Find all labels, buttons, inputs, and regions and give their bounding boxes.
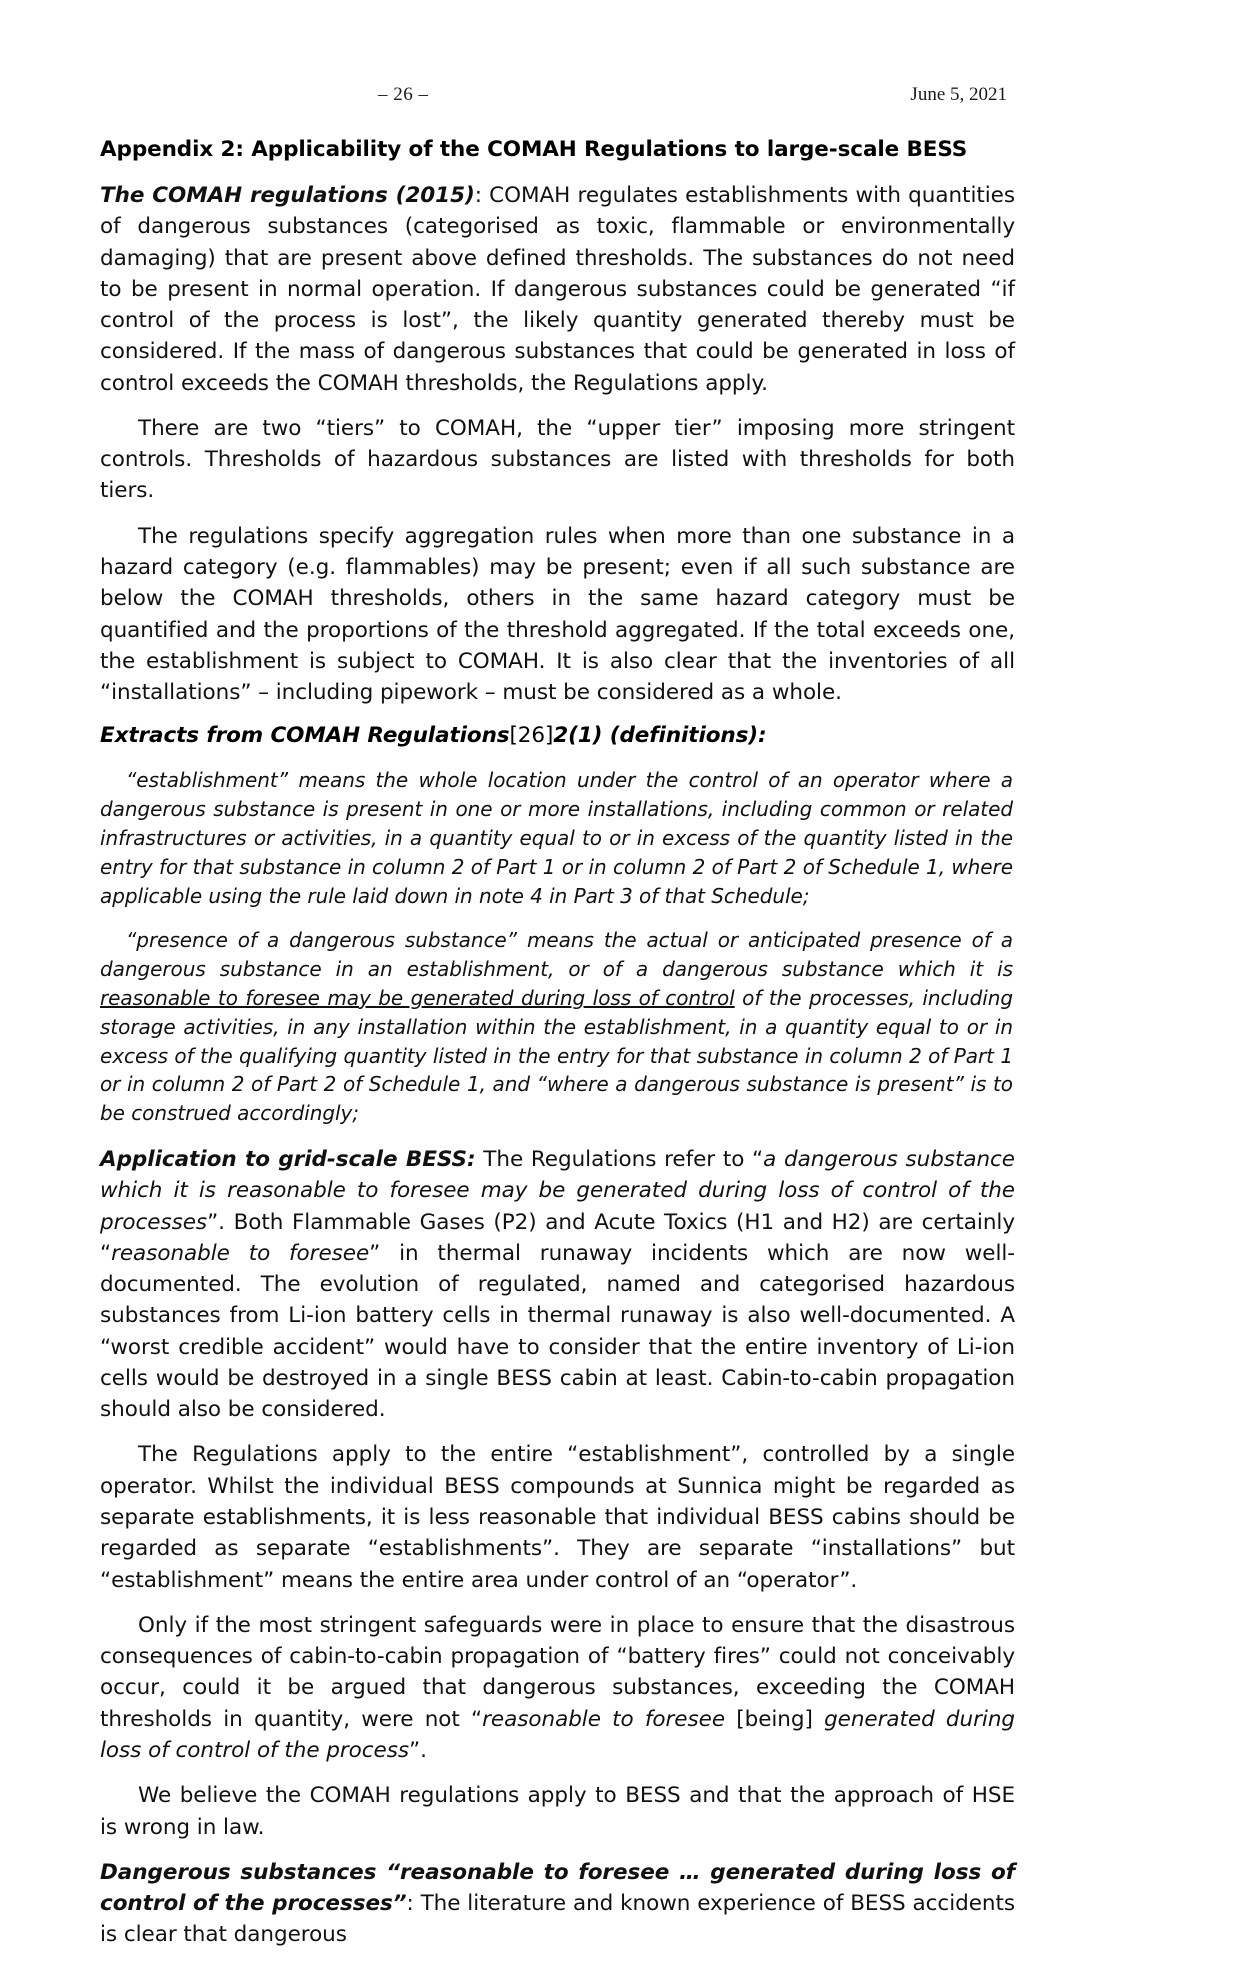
safeguards-quoted-2: generated during loss of control of the process: [100, 1706, 1015, 1763]
application-bess-quoted-2: reasonable to foresee: [111, 1240, 370, 1266]
lead-in-comah-regulations: The COMAH regulations (2015): [100, 182, 475, 208]
quote-presence-after: of the processes, including storage activities, in any installation within the establishment, in a quantity equal to or in excess of the qualifying quantity listed in the entry for that substance in column 2 of Part 1 or in column 2 of Part 2 of Schedule 1, and “where a dangerous substance is present” is to be construed accordingly;: [100, 985, 1013, 1126]
extracts-heading-part1: Extracts from COMAH Regulations: [100, 723, 510, 749]
safeguards-text-1: Only if the most stringent safeguards were in place to ensure that the disastrous consequences of cabin-to-cabin propagation of “battery fires” could not conceivably occur, could it be argued that dangerous substances, exceeding the COMAH thresholds in quantity, were not “: [100, 1612, 1015, 1732]
paragraph-comah-regulations-body: : COMAH regulates establishments with quantities of dangerous substances (categorised as toxic, flammable or environmentally damaging) that are present above defined thresholds. The substances do not need to be present in normal operation. If dangerous substances could be generated “if control of the process is lost”, the likely quantity generated thereby must be considered. If the mass of dangerous substances that could be generated in loss of control exceeds the COMAH thresholds, the Regulations apply.: [100, 182, 1015, 396]
dangerous-substances-body: : The literature and known experience of BESS accidents is clear that dangerous: [100, 1891, 1016, 1948]
appendix-heading: Appendix 2: Applicability of the COMAH Regulations to large-scale BESS: [100, 137, 968, 162]
paragraph-belief: We believe the COMAH regulations apply to BESS and that the approach of HSE is wrong in law.: [100, 1783, 1015, 1840]
extracts-heading-part2: 2(1) (definitions):: [553, 723, 767, 749]
paragraph-dangerous-substances: [100, 1857, 1015, 1951]
paragraph-establishment: The Regulations apply to the entire “establishment”, controlled by a single operator. Whilst the individual BESS compounds at Sunnica might be regarded as separate establishments, it is less reasonable that individual BESS cabins should be regarded as separate “establishments”. They are separate “installations” but “establishment” means the entire area under control of an “operator”.: [100, 1442, 1015, 1593]
document-date: June 5, 2021: [910, 84, 1007, 105]
paragraph-comah-regulations: [100, 180, 1015, 399]
quote-presence: [100, 926, 1015, 1128]
quote-presence-underlined: reasonable to foresee may be generated during loss of control: [100, 985, 735, 1010]
safeguards-bracket: [being]: [725, 1706, 825, 1732]
paragraph-tiers: There are two “tiers” to COMAH, the “upper tier” imposing more stringent controls. Thresholds of hazardous substances are listed with thresholds for both tiers.: [100, 415, 1015, 504]
lead-in-application-bess: Application to grid-scale BESS:: [100, 1146, 476, 1172]
paragraph-safeguards: [100, 1610, 1015, 1766]
safeguards-quoted-1: reasonable to foresee: [482, 1706, 725, 1732]
extracts-heading-reference: [26]: [509, 723, 554, 749]
page-number: – 26 –: [378, 84, 429, 105]
running-head: [100, 84, 1015, 136]
paragraph-application-bess: [100, 1144, 1015, 1426]
extracts-heading: [100, 722, 1015, 750]
quote-establishment: “establishment” means the whole location under the control of an operator where a dangerous substance is present in one or more installations, including common or related infrastructures or activities, in a quantity equal to or in excess of the quantity listed in the entry for that substance in column 2 of Part 1 or in column 2 of Part 2 of Schedule 1, where applicable using the rule laid down in note 4 in Part 3 of that Schedule;: [100, 768, 1013, 908]
application-bess-text-1: The Regulations refer to “: [475, 1146, 764, 1172]
page-content: [100, 0, 1015, 1965]
application-bess-text-2: ”. Both Flammable Gases (P2) and Acute Toxics (H1 and H2) are certainly “: [100, 1209, 1015, 1266]
application-bess-text-3: ” in thermal runaway incidents which are now well-documented. The evolution of regulated, named and categorised hazardous substances from Li-ion battery cells in thermal runaway is also well-documented. A “worst credible accident” would have to consider that the entire inventory of Li-ion cells would be destroyed in a single BESS cabin at least. Cabin-to-cabin propagation should also be considered.: [100, 1240, 1016, 1423]
paragraph-aggregation: The regulations specify aggregation rules when more than one substance in a hazard category (e.g. flammables) may be present; even if all such substance are below the COMAH thresholds, others in the same hazard category must be quantified and the proportions of the threshold aggregated. If the total exceeds one, the establishment is subject to COMAH. It is also clear that the inventories of all “installations” – including pipework – must be considered as a whole.: [100, 523, 1015, 706]
safeguards-text-2: ”.: [409, 1738, 427, 1763]
application-bess-quoted-1: a dangerous substance which it is reasonable to foresee may be generated during loss of control of the processes: [100, 1146, 1015, 1235]
lead-in-dangerous-substances: Dangerous substances “reasonable to foresee … generated during loss of control of the processes”: [100, 1859, 1015, 1917]
quote-presence-before: “presence of a dangerous substance” means the actual or anticipated presence of a dangerous substance in an establishment, or of a dangerous substance which it is: [100, 928, 1013, 982]
